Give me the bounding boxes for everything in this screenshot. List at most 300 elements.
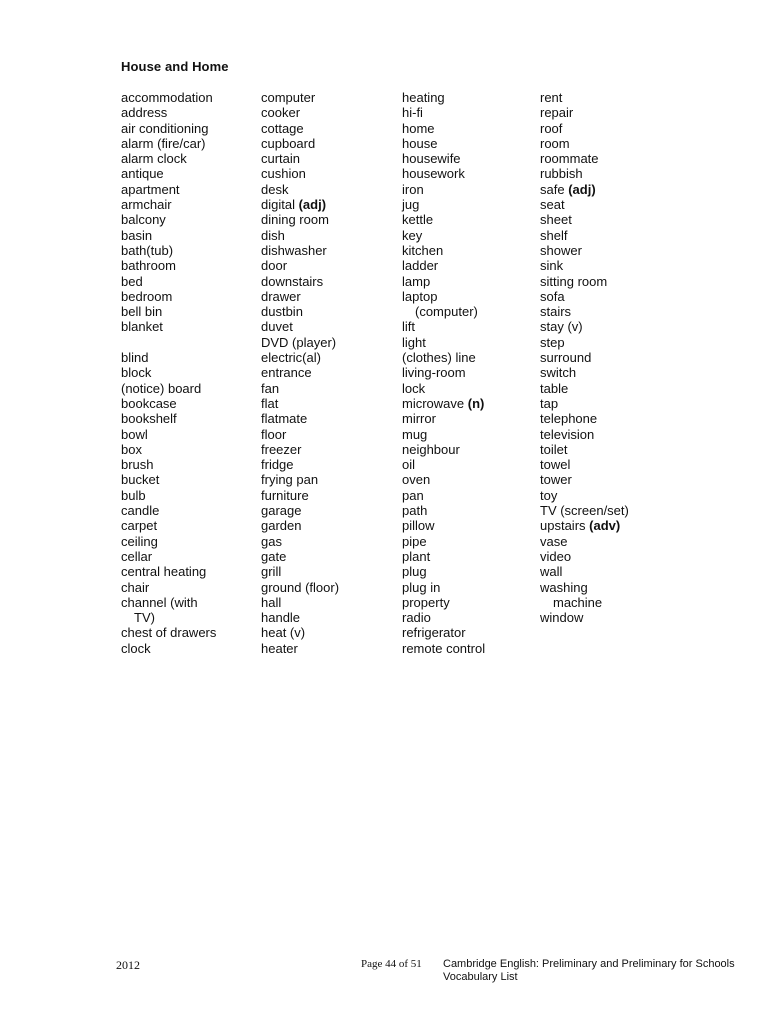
vocabulary-word: sheet <box>540 212 572 228</box>
vocabulary-word: dustbin <box>261 304 303 320</box>
vocabulary-entry <box>402 472 537 487</box>
vocabulary-word: washing <box>540 579 588 595</box>
vocabulary-word: seat <box>540 197 565 213</box>
vocabulary-entry <box>540 595 700 610</box>
vocabulary-word: desk <box>261 181 289 197</box>
vocabulary-entry <box>402 166 537 181</box>
vocabulary-word: handle <box>261 610 301 626</box>
vocabulary-word: roommate <box>540 151 599 167</box>
vocabulary-entry <box>540 182 700 197</box>
vocabulary-word: grill <box>261 564 282 580</box>
vocabulary-entry <box>402 121 537 136</box>
vocabulary-word: vase <box>540 533 568 549</box>
vocabulary-entry <box>121 182 256 197</box>
vocabulary-entry <box>540 610 700 625</box>
vocabulary-word: bedroom <box>121 288 173 304</box>
vocabulary-word: mirror <box>402 411 436 427</box>
vocabulary-word: chair <box>121 579 150 595</box>
vocabulary-entry <box>261 549 396 564</box>
vocabulary-entry <box>402 580 537 595</box>
vocabulary-entry <box>540 549 700 564</box>
vocabulary-word: living-room <box>402 365 466 381</box>
vocabulary-entry <box>402 304 537 319</box>
vocabulary-entry <box>402 182 537 197</box>
vocabulary-entry <box>121 105 256 120</box>
vocabulary-word: clock <box>121 640 151 656</box>
vocabulary-entry <box>402 274 537 289</box>
vocabulary-word: jug <box>402 197 420 213</box>
vocabulary-word: bucket <box>121 472 160 488</box>
vocabulary-word: plug in <box>402 579 441 595</box>
vocabulary-word: surround <box>540 350 592 366</box>
vocabulary-entry <box>261 289 396 304</box>
vocabulary-entry <box>121 641 256 656</box>
vocabulary-word: lock <box>402 380 426 396</box>
vocabulary-word: drawer <box>261 288 301 304</box>
vocabulary-word: step <box>540 334 565 350</box>
vocabulary-entry <box>540 396 700 411</box>
vocabulary-entry <box>402 197 537 212</box>
vocabulary-word: hi-fi <box>402 105 423 121</box>
vocabulary-entry <box>402 534 537 549</box>
vocabulary-entry <box>402 381 537 396</box>
vocabulary-word: digital <box>261 197 295 213</box>
vocabulary-entry <box>402 105 537 120</box>
vocabulary-word: pan <box>402 487 424 503</box>
vocabulary-word: ground (floor) <box>261 579 340 595</box>
vocabulary-entry <box>540 121 700 136</box>
vocabulary-word: heat (v) <box>261 625 306 641</box>
vocabulary-word: furniture <box>261 487 309 503</box>
vocabulary-word: lamp <box>402 273 431 289</box>
vocabulary-word: rubbish <box>540 166 583 182</box>
vocabulary-entry <box>121 595 256 610</box>
vocabulary-entry <box>121 457 256 472</box>
vocabulary-entry <box>540 105 700 120</box>
vocabulary-word: home <box>402 120 435 136</box>
vocabulary-word: pipe <box>402 533 427 549</box>
vocabulary-word: bed <box>121 273 143 289</box>
vocabulary-word: refrigerator <box>402 625 466 641</box>
vocabulary-entry <box>540 335 700 350</box>
vocabulary-word: housewife <box>402 151 461 167</box>
vocabulary-word: gate <box>261 548 287 564</box>
vocabulary-word: blind <box>121 350 149 366</box>
footer-publication <box>443 958 735 984</box>
vocabulary-word: air conditioning <box>121 120 209 136</box>
vocabulary-entry <box>261 197 396 212</box>
vocabulary-entry <box>121 243 256 258</box>
vocabulary-entry <box>261 564 396 579</box>
vocabulary-entry <box>261 411 396 426</box>
vocabulary-entry <box>121 121 256 136</box>
vocabulary-entry <box>540 442 700 457</box>
vocabulary-entry <box>261 396 396 411</box>
footer-page-number: Page 44 of 51 <box>361 958 422 970</box>
vocabulary-word: bookcase <box>121 395 177 411</box>
vocabulary-word: window <box>540 610 584 626</box>
vocabulary-entry <box>402 228 537 243</box>
vocabulary-word: carpet <box>121 518 158 534</box>
vocabulary-word: electric(al) <box>261 350 321 366</box>
vocabulary-word: armchair <box>121 197 172 213</box>
vocabulary-entry <box>261 350 396 365</box>
vocabulary-word: stairs <box>540 304 572 320</box>
vocabulary-entry <box>261 182 396 197</box>
vocabulary-entry <box>121 518 256 533</box>
vocabulary-entry <box>121 151 256 166</box>
vocabulary-word: toy <box>540 487 558 503</box>
vocabulary-entry <box>121 274 256 289</box>
vocabulary-word: key <box>402 227 423 243</box>
vocabulary-entry <box>261 518 396 533</box>
vocabulary-entry <box>540 488 700 503</box>
vocabulary-word: frying pan <box>261 472 319 488</box>
vocabulary-word: rent <box>540 90 563 105</box>
vocabulary-entry <box>540 151 700 166</box>
vocabulary-entry <box>402 625 537 640</box>
vocabulary-word: lift <box>402 319 415 335</box>
vocabulary-word: cooker <box>261 105 301 121</box>
vocabulary-entry <box>261 136 396 151</box>
vocabulary-entry <box>261 595 396 610</box>
vocabulary-word: path <box>402 503 428 519</box>
vocabulary-entry <box>402 442 537 457</box>
vocabulary-word: block <box>121 365 152 381</box>
vocabulary-word: bookshelf <box>121 411 177 427</box>
vocabulary-word: TV) <box>134 610 155 626</box>
vocabulary-word: room <box>540 135 570 151</box>
vocabulary-word: repair <box>540 105 574 121</box>
vocabulary-entry <box>540 243 700 258</box>
vocabulary-word: machine <box>553 594 603 610</box>
vocabulary-word: duvet <box>261 319 293 335</box>
vocabulary-word: telephone <box>540 411 598 427</box>
vocabulary-entry <box>540 564 700 579</box>
vocabulary-word: fan <box>261 380 280 396</box>
vocabulary-entry <box>261 488 396 503</box>
vocabulary-entry <box>121 442 256 457</box>
vocabulary-entry <box>402 289 537 304</box>
vocabulary-word: heater <box>261 640 298 656</box>
vocabulary-word: bath(tub) <box>121 242 174 258</box>
vocabulary-entry <box>261 457 396 472</box>
footer-publication-line-2: Vocabulary List <box>443 971 518 983</box>
vocabulary-entry <box>402 488 537 503</box>
vocabulary-word: sink <box>540 258 564 274</box>
vocabulary-word: plant <box>402 548 431 564</box>
vocabulary-word: dishwasher <box>261 242 327 258</box>
vocabulary-word: bell bin <box>121 304 163 320</box>
vocabulary-word: ceiling <box>121 533 158 549</box>
vocabulary-entry <box>261 243 396 258</box>
vocabulary-word: stay (v) <box>540 319 583 335</box>
vocabulary-word: central heating <box>121 564 207 580</box>
vocabulary-entry <box>540 319 700 334</box>
vocabulary-entry <box>121 488 256 503</box>
part-of-speech-label: (adj) <box>568 181 596 197</box>
vocabulary-entry <box>261 442 396 457</box>
vocabulary-entry <box>121 212 256 227</box>
footer-publication-line-1: Cambridge English: Preliminary and Preliminary for Schools <box>443 958 735 970</box>
vocabulary-entry <box>402 335 537 350</box>
vocabulary-entry <box>121 411 256 426</box>
vocabulary-word: shelf <box>540 227 568 243</box>
vocabulary-entry <box>540 580 700 595</box>
vocabulary-word: floor <box>261 426 287 442</box>
vocabulary-entry <box>261 274 396 289</box>
vocabulary-word: gas <box>261 533 282 549</box>
vocabulary-word: balcony <box>121 212 166 228</box>
vocabulary-entry <box>121 90 256 105</box>
vocabulary-word: towel <box>540 457 571 473</box>
vocabulary-entry <box>261 381 396 396</box>
vocabulary-entry <box>402 319 537 334</box>
section-title: House and Home <box>121 59 229 74</box>
vocabulary-word: garden <box>261 518 302 534</box>
vocabulary-word: freezer <box>261 441 302 457</box>
column-spacer <box>121 335 256 350</box>
vocabulary-word: (notice) board <box>121 380 202 396</box>
vocabulary-entry <box>540 228 700 243</box>
footer-year: 2012 <box>116 958 140 972</box>
vocabulary-word: housework <box>402 166 465 182</box>
vocabulary-entry <box>261 641 396 656</box>
vocabulary-entry <box>261 105 396 120</box>
vocabulary-word: remote control <box>402 640 486 656</box>
vocabulary-word: garage <box>261 503 302 519</box>
vocabulary-word: cupboard <box>261 135 316 151</box>
vocabulary-word: antique <box>121 166 164 182</box>
vocabulary-entry <box>540 411 700 426</box>
vocabulary-word: (clothes) line <box>402 350 476 366</box>
vocabulary-entry <box>261 151 396 166</box>
vocabulary-entry <box>261 427 396 442</box>
vocabulary-entry <box>402 457 537 472</box>
vocabulary-entry <box>402 136 537 151</box>
vocabulary-entry <box>402 610 537 625</box>
vocabulary-word: hall <box>261 594 282 610</box>
vocabulary-word: flat <box>261 395 279 411</box>
vocabulary-entry <box>540 197 700 212</box>
vocabulary-word: iron <box>402 181 424 197</box>
vocabulary-word: alarm (fire/car) <box>121 135 206 151</box>
vocabulary-word: oil <box>402 457 416 473</box>
vocabulary-entry <box>261 212 396 227</box>
vocabulary-word: toilet <box>540 441 568 457</box>
vocabulary-entry <box>121 396 256 411</box>
vocabulary-entry <box>261 580 396 595</box>
vocabulary-entry <box>121 564 256 579</box>
vocabulary-entry <box>540 518 700 533</box>
vocabulary-entry <box>121 319 256 334</box>
vocabulary-entry <box>402 365 537 380</box>
vocabulary-word: kitchen <box>402 242 444 258</box>
vocabulary-entry <box>540 274 700 289</box>
vocabulary-word: channel (with <box>121 594 198 610</box>
vocabulary-entry <box>261 304 396 319</box>
vocabulary-entry <box>121 580 256 595</box>
vocabulary-word: ladder <box>402 258 439 274</box>
vocabulary-word: DVD (player) <box>261 334 337 350</box>
vocabulary-word: chest of drawers <box>121 625 217 641</box>
vocabulary-entry <box>402 564 537 579</box>
word-column-4 <box>540 90 700 625</box>
vocabulary-word: blanket <box>121 319 163 335</box>
vocabulary-word: apartment <box>121 181 180 197</box>
vocabulary-entry <box>121 289 256 304</box>
vocabulary-word: fridge <box>261 457 294 473</box>
vocabulary-word: heating <box>402 90 445 105</box>
vocabulary-entry <box>402 503 537 518</box>
vocabulary-entry <box>402 151 537 166</box>
vocabulary-word: light <box>402 334 426 350</box>
vocabulary-entry <box>402 350 537 365</box>
vocabulary-entry <box>402 595 537 610</box>
vocabulary-word: cushion <box>261 166 306 182</box>
vocabulary-word: candle <box>121 503 160 519</box>
vocabulary-entry <box>402 243 537 258</box>
vocabulary-entry <box>540 350 700 365</box>
vocabulary-word: television <box>540 426 595 442</box>
vocabulary-entry <box>121 472 256 487</box>
vocabulary-word: (computer) <box>415 304 478 320</box>
vocabulary-word: property <box>402 594 450 610</box>
vocabulary-word: kettle <box>402 212 434 228</box>
vocabulary-entry <box>402 549 537 564</box>
vocabulary-entry <box>540 212 700 227</box>
vocabulary-entry <box>121 166 256 181</box>
vocabulary-entry <box>261 610 396 625</box>
vocabulary-entry <box>402 518 537 533</box>
vocabulary-entry <box>121 228 256 243</box>
word-column-1 <box>121 90 256 656</box>
vocabulary-word: safe <box>540 181 565 197</box>
vocabulary-entry <box>540 457 700 472</box>
vocabulary-entry <box>540 472 700 487</box>
vocabulary-entry <box>402 427 537 442</box>
vocabulary-entry <box>261 258 396 273</box>
vocabulary-word: table <box>540 380 569 396</box>
vocabulary-entry <box>261 503 396 518</box>
vocabulary-word: door <box>261 258 288 274</box>
vocabulary-entry <box>540 534 700 549</box>
vocabulary-word: laptop <box>402 288 438 304</box>
vocabulary-word: alarm clock <box>121 151 187 167</box>
vocabulary-entry <box>121 381 256 396</box>
vocabulary-entry <box>402 90 537 105</box>
vocabulary-word: oven <box>402 472 431 488</box>
vocabulary-entry <box>261 335 396 350</box>
vocabulary-word: basin <box>121 227 153 243</box>
vocabulary-entry <box>261 365 396 380</box>
vocabulary-entry <box>121 610 256 625</box>
vocabulary-word: computer <box>261 90 316 105</box>
vocabulary-entry <box>540 365 700 380</box>
vocabulary-word: entrance <box>261 365 312 381</box>
vocabulary-entry <box>402 411 537 426</box>
vocabulary-word: sofa <box>540 288 565 304</box>
vocabulary-entry <box>121 534 256 549</box>
vocabulary-entry <box>261 319 396 334</box>
part-of-speech-label: (adv) <box>589 518 621 534</box>
vocabulary-entry <box>121 197 256 212</box>
vocabulary-entry <box>402 212 537 227</box>
vocabulary-word: neighbour <box>402 441 460 457</box>
word-column-2 <box>261 90 396 656</box>
vocabulary-word: TV (screen/set) <box>540 503 629 519</box>
vocabulary-entry <box>121 549 256 564</box>
vocabulary-entry <box>121 304 256 319</box>
vocabulary-entry <box>261 90 396 105</box>
vocabulary-entry <box>121 625 256 640</box>
vocabulary-entry <box>121 503 256 518</box>
vocabulary-word: sitting room <box>540 273 608 289</box>
vocabulary-word: bathroom <box>121 258 176 274</box>
vocabulary-entry <box>121 350 256 365</box>
vocabulary-entry <box>121 136 256 151</box>
vocabulary-entry <box>540 503 700 518</box>
vocabulary-entry <box>261 166 396 181</box>
vocabulary-entry <box>402 258 537 273</box>
vocabulary-word: house <box>402 135 438 151</box>
vocabulary-word: brush <box>121 457 154 473</box>
vocabulary-entry <box>540 427 700 442</box>
vocabulary-entry <box>540 381 700 396</box>
vocabulary-word: video <box>540 548 572 564</box>
vocabulary-word: dining room <box>261 212 329 228</box>
part-of-speech-label: (adj) <box>298 197 327 213</box>
vocabulary-word: box <box>121 441 142 457</box>
vocabulary-entry <box>540 289 700 304</box>
vocabulary-entry <box>540 258 700 273</box>
vocabulary-entry <box>540 136 700 151</box>
vocabulary-word: cottage <box>261 120 304 136</box>
vocabulary-word: tap <box>540 395 559 411</box>
vocabulary-word: curtain <box>261 151 301 167</box>
vocabulary-word: dish <box>261 227 285 243</box>
vocabulary-word: downstairs <box>261 273 324 289</box>
vocabulary-word: pillow <box>402 518 435 534</box>
vocabulary-entry <box>402 641 537 656</box>
vocabulary-entry <box>261 625 396 640</box>
part-of-speech-label: (n) <box>467 395 485 411</box>
vocabulary-word: microwave <box>402 395 465 411</box>
vocabulary-word: cellar <box>121 548 153 564</box>
vocabulary-entry <box>121 258 256 273</box>
vocabulary-entry <box>121 365 256 380</box>
vocabulary-word: roof <box>540 120 563 136</box>
vocabulary-entry <box>261 472 396 487</box>
vocabulary-entry <box>121 427 256 442</box>
vocabulary-word: bulb <box>121 487 146 503</box>
vocabulary-word: shower <box>540 242 582 258</box>
vocabulary-entry <box>540 90 700 105</box>
vocabulary-word: tower <box>540 472 572 488</box>
vocabulary-word: accommodation <box>121 90 213 105</box>
vocabulary-entry <box>540 166 700 181</box>
vocabulary-word: address <box>121 105 168 121</box>
vocabulary-entry <box>540 304 700 319</box>
vocabulary-word: upstairs <box>540 518 586 534</box>
vocabulary-word: plug <box>402 564 427 580</box>
vocabulary-entry <box>261 228 396 243</box>
vocabulary-word: wall <box>540 564 563 580</box>
vocabulary-word: bowl <box>121 426 148 442</box>
vocabulary-word: switch <box>540 365 577 381</box>
word-column-3 <box>402 90 537 656</box>
vocabulary-word: mug <box>402 426 428 442</box>
